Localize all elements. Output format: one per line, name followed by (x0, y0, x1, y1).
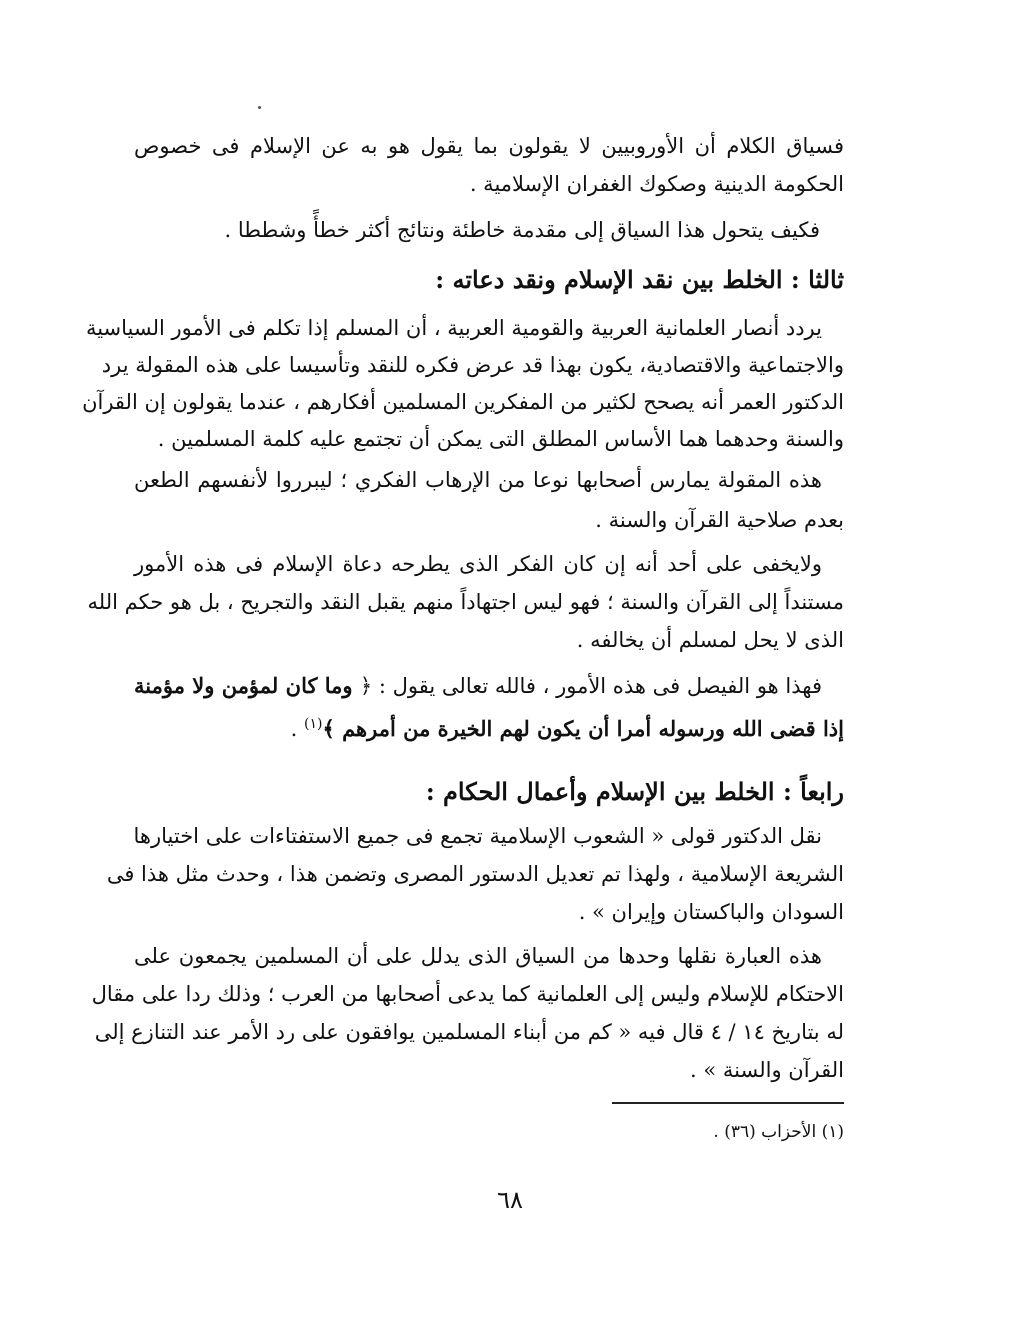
paragraph-5-line-3: الذى لا يحل لمسلم أن يخالفه . (576, 628, 844, 652)
section-heading-fourth: رابعاً : الخلط بين الإسلام وأعمال الحكام : (425, 777, 844, 806)
paragraph-7 (106, 818, 844, 928)
paragraph-5-line-1: ولايخفى على أحد أنه إن كان الفكر الذى يطرحه دعاة الإسلام فى هذه الأمور (134, 552, 822, 576)
paragraph-5-line-2: مستنداً إلى القرآن والسنة ؛ فهو ليس اجتهاداً منهم يقبل النقد والتجريح ، بل هو حكم الله (87, 590, 844, 614)
paragraph-8-line-1: هذه العبارة نقلها وحدها من السياق الذى يدلل على أن المسلمين يجمعون على (134, 944, 822, 968)
paragraph-8-line-3: له بتاريخ ١٤ / ٤ قال فيه « كم من أبناء المسلمين يوافقون على رد الأمر عند التنازع إلى (94, 1020, 844, 1044)
paragraph-6-line-1 (134, 668, 822, 704)
footnote: (١) الأحزاب (٣٦) . (713, 1122, 844, 1142)
verse-text-part-2: إذا قضى الله ورسوله أمرا أن يكون لهم الخيرة من أمرهم ﴾ (322, 716, 844, 741)
page-number: ٦٨ (497, 1186, 523, 1214)
paragraph-6-line-2 (291, 706, 844, 747)
verse-text-part-1: وما كان لمؤمن ولا مؤمنة (134, 673, 360, 698)
paragraph-2-line-1: فكيف يتحول هذا السياق إلى مقدمة خاطئة ونتائج أكثر خطأً وشططا . (224, 218, 820, 242)
paragraph-3-line-2: والاجتماعية والاقتصادية، يكون بهذا قد عرض فكره للنقد وتأسيسا على هذه المقولة يرد (101, 353, 844, 377)
paragraph-3-line-4: والسنة وحدهما هما الأساس المطلق التى يمكن أن تجتمع عليه كلمة المسلمين . (157, 427, 844, 451)
verse-intro: فهذا هو الفيصل فى هذه الأمور ، فالله تعالى يقول : ﴿ (359, 674, 823, 698)
paragraph-1-line-1: فسياق الكلام أن الأوروبيين لا يقولون بما يقول هو به عن الإسلام فى خصوص (134, 134, 844, 158)
paragraph-7-line-1: نقل الدكتور قولى « الشعوب الإسلامية تجمع فى جميع الاستفتاءات على اختيارها (133, 824, 822, 848)
paragraph-4-line-1: هذه المقولة يمارس أصحابها نوعا من الإرهاب الفكري ؛ ليبرروا لأنفسهم الطعن (134, 468, 822, 492)
section-heading-third: ثالثا : الخلط بين نقد الإسلام ونقد دعاته : (435, 265, 844, 294)
paragraph-3-line-3: الدكتور العمر أنه يصحح لكثير من المفكرين المسلمين أفكارهم ، عندما يقولون إن القرآن (82, 390, 844, 414)
paragraph-2 (134, 212, 844, 250)
paragraph-8 (91, 938, 844, 1088)
paragraph-4 (134, 462, 844, 538)
footnote-reference[interactable]: (١) (304, 716, 323, 732)
paragraph-1 (134, 128, 844, 200)
paragraph-1-line-2: الحكومة الدينية وصكوك الغفران الإسلامية . (469, 172, 844, 196)
paragraph-8-line-4: القرآن والسنة » . (690, 1058, 844, 1082)
paragraph-6 (134, 668, 844, 748)
paragraph-3 (82, 310, 844, 460)
paragraph-5 (87, 546, 844, 660)
paragraph-7-line-2: الشريعة الإسلامية ، ولهذا تم تعديل الدستور المصرى وتضمن هذا ، وحدث مثل هذا فى (106, 862, 844, 886)
footnote-divider (612, 1102, 844, 1104)
print-speck (258, 106, 261, 109)
verse-end-period: . (290, 717, 304, 741)
paragraph-7-line-3: السودان والباكستان وإيران » . (578, 900, 844, 924)
paragraph-8-line-2: الاحتكام للإسلام وليس إلى العلمانية كما يدعى أصحابها من العرب ؛ وذلك ردا على مقال (91, 982, 844, 1006)
paragraph-3-line-1: يردد أنصار العلمانية العربية والقومية العربية ، أن المسلم إذا تكلم فى الأمور السياسية (85, 316, 822, 340)
paragraph-4-line-2: بعدم صلاحية القرآن والسنة . (595, 508, 844, 532)
